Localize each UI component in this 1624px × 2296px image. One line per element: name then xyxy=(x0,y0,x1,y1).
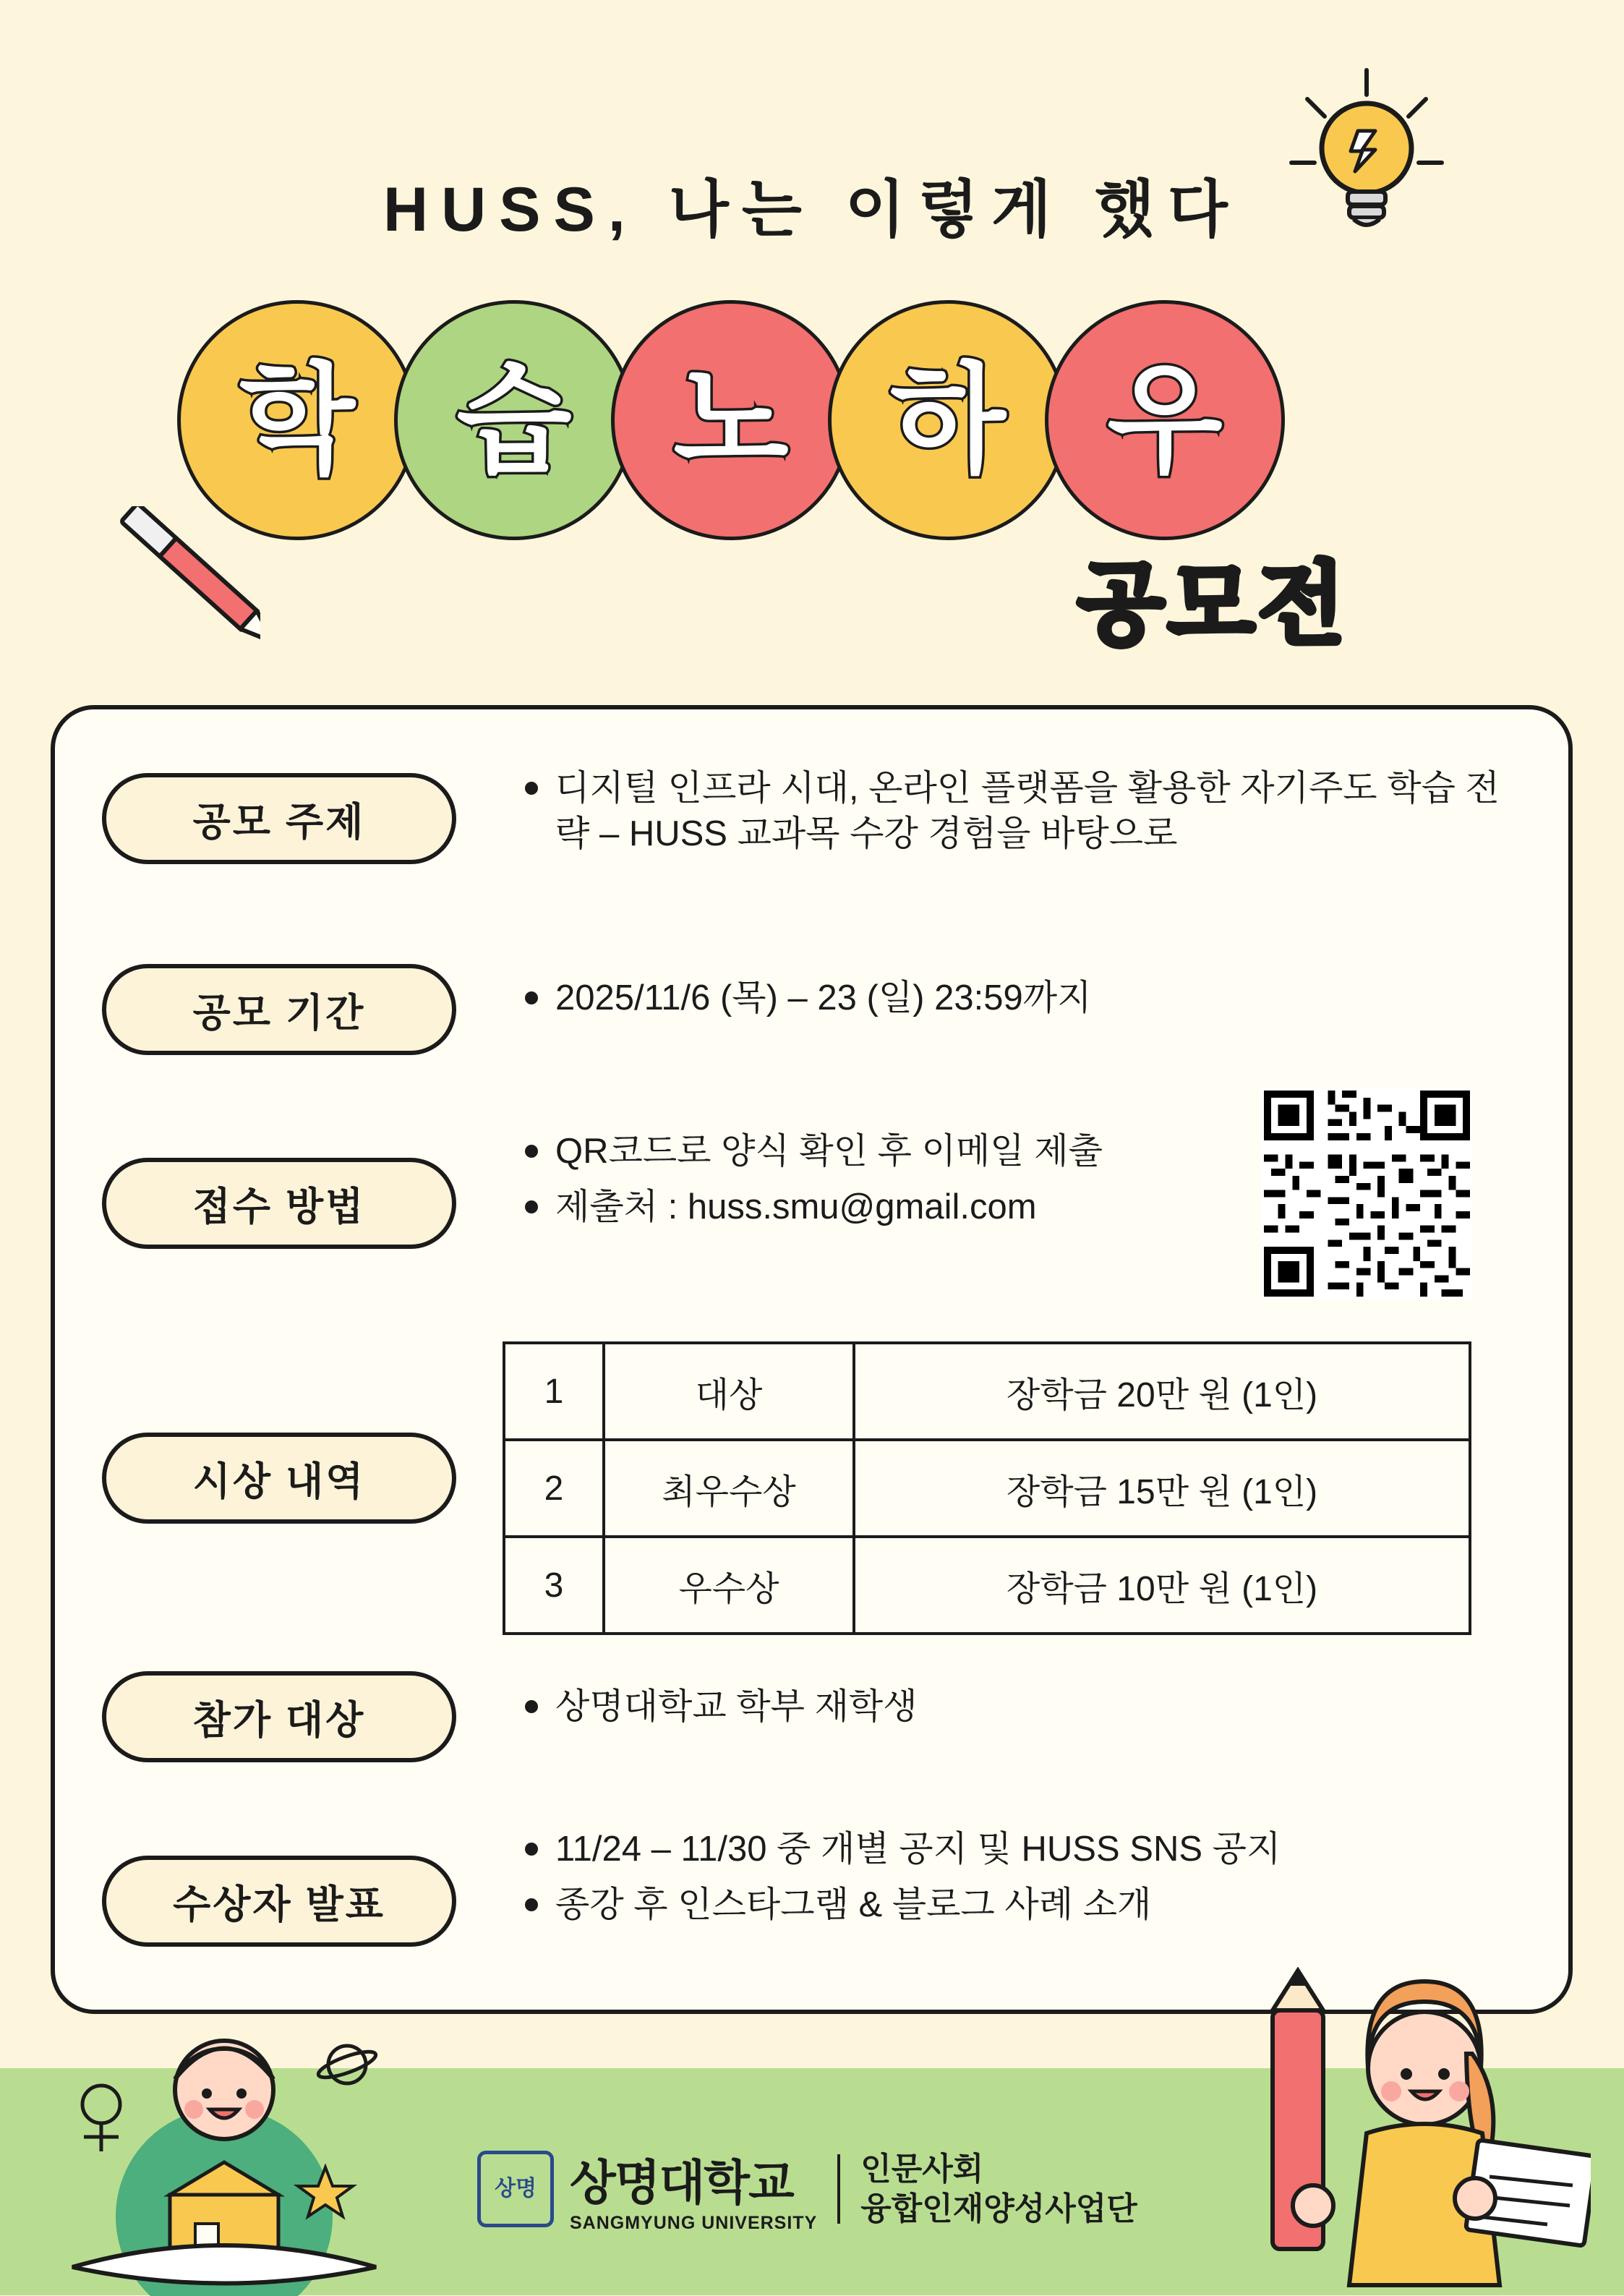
bullet-dot xyxy=(525,991,538,1004)
list-item: 상명대학교 학부 재학생 xyxy=(525,1684,1465,1730)
prize-name: 우수상 xyxy=(604,1537,854,1634)
prize-amount: 장학금 20만 원 (1인) xyxy=(854,1343,1470,1440)
bullet-dot xyxy=(525,1843,538,1856)
circle-letter: 하 xyxy=(828,300,1068,540)
content-announcement xyxy=(525,1827,1508,1937)
lightbulb-icon xyxy=(1273,61,1461,242)
dept-name-line1: 인문사회 xyxy=(860,2151,984,2187)
circle-letter: 우 xyxy=(1045,300,1285,540)
content-period xyxy=(525,976,1501,1031)
bullet-dot xyxy=(525,1145,538,1158)
page-title: HUSS, 나는 이렇게 했다 xyxy=(383,175,1241,244)
kid-with-pencil-illustration xyxy=(1186,1967,1591,2296)
circle-letter: 노 xyxy=(611,300,851,540)
label-prizes: 시상 내역 xyxy=(102,1433,456,1524)
label-topic: 공모 주제 xyxy=(102,773,456,864)
table-row xyxy=(504,1537,1470,1634)
label-eligibility: 참가 대상 xyxy=(102,1671,456,1762)
content-eligibility xyxy=(525,1684,1465,1740)
circle-letter: 습 xyxy=(394,300,634,540)
logo-divider xyxy=(837,2154,840,2224)
qr-code-icon xyxy=(1262,1088,1472,1299)
dept-name-line2: 융합인재양성사업단 xyxy=(860,2191,1137,2227)
prize-rank: 3 xyxy=(504,1537,604,1634)
kid-reading-illustration xyxy=(43,1978,419,2296)
label-announcement: 수상자 발표 xyxy=(102,1856,456,1947)
list-item: QR코드로 양식 확인 후 이메일 제출 xyxy=(525,1129,1320,1174)
circle-letter: 학 xyxy=(177,300,417,540)
list-item: 디지털 인프라 시대, 온라인 플랫폼을 활용한 자기주도 학습 전략 – HUSS 교과목 수강 경험을 바탕으로 xyxy=(525,766,1501,856)
university-name-kr: 상명대학교 xyxy=(570,2156,793,2209)
prize-table xyxy=(503,1341,1471,1635)
table-row xyxy=(504,1440,1470,1537)
table-row xyxy=(504,1343,1470,1440)
bullet-dot xyxy=(525,1700,538,1713)
prize-rank: 1 xyxy=(504,1343,604,1440)
prize-amount: 장학금 15만 원 (1인) xyxy=(854,1440,1470,1537)
bullet-dot xyxy=(525,1200,538,1213)
prize-amount: 장학금 10만 원 (1인) xyxy=(854,1537,1470,1634)
prize-rank: 2 xyxy=(504,1440,604,1537)
circle-word xyxy=(177,300,1450,539)
university-name-en: SANGMYUNG UNIVERSITY xyxy=(570,2213,818,2233)
label-period: 공모 기간 xyxy=(102,964,456,1055)
content-topic xyxy=(525,766,1501,866)
bullet-dot xyxy=(525,782,538,795)
bullet-dot xyxy=(525,1898,538,1911)
pencil-icon xyxy=(22,506,260,730)
subtitle-word: 공모전 xyxy=(1077,555,1349,655)
list-item: 2025/11/6 (목) – 23 (일) 23:59까지 xyxy=(525,976,1501,1021)
logo-mark: 상명 xyxy=(477,2151,554,2227)
list-item: 11/24 – 11/30 중 개별 공지 및 HUSS SNS 공지 xyxy=(525,1827,1508,1872)
prize-name: 대상 xyxy=(604,1343,854,1440)
university-logo xyxy=(477,2144,1137,2234)
content-submission xyxy=(525,1129,1320,1239)
list-item: 종강 후 인스타그램 & 블로그 사례 소개 xyxy=(525,1882,1508,1928)
prize-name: 최우수상 xyxy=(604,1440,854,1537)
list-item: 제출처 : huss.smu@gmail.com xyxy=(525,1185,1320,1230)
label-submission: 접수 방법 xyxy=(102,1158,456,1249)
